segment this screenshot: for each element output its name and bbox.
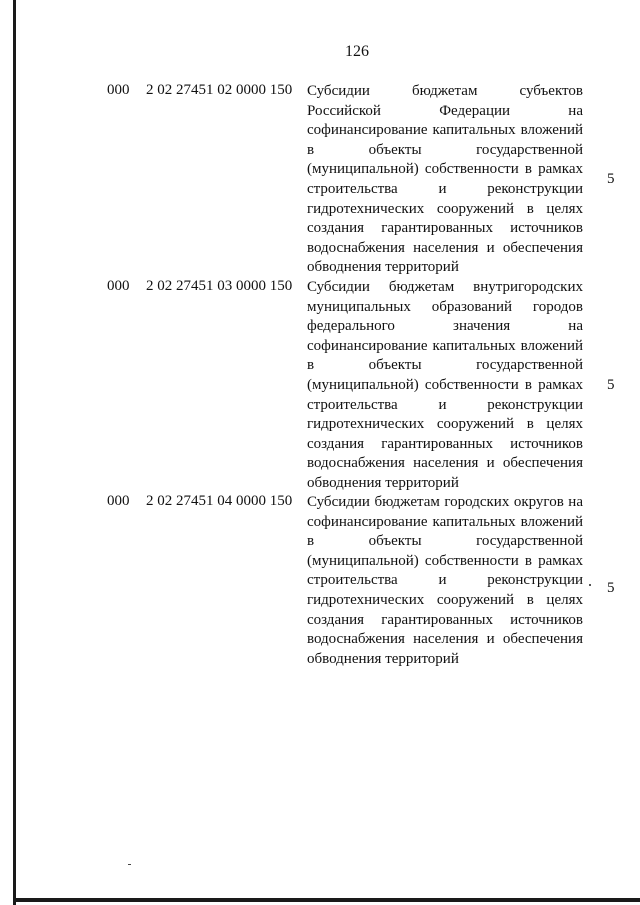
admin-code: 000: [107, 82, 130, 98]
admin-code: 000: [107, 493, 130, 509]
admin-code: 000: [107, 278, 130, 294]
description-line: софинансирование капитальных вложений: [307, 337, 583, 354]
description-line: строительства и реконструкции: [307, 180, 583, 197]
description-line: Российской Федерации на: [307, 102, 583, 119]
description-line: Субсидии бюджетам внутригородских: [307, 279, 583, 295]
description-line: гидротехнических сооружений в целях: [307, 416, 583, 433]
budget-classification-code: 2 02 27451 02 0000 150: [146, 82, 293, 98]
entry-amount: 5: [607, 580, 615, 596]
budget-classification-code: 2 02 27451 04 0000 150: [146, 493, 293, 509]
scan-speck: [128, 864, 131, 865]
description-line: водоснабжения населения и обеспечения: [307, 239, 583, 256]
description-line: водоснабжения населения и обеспечения: [307, 631, 583, 648]
description-line: гидротехнических сооружений в целях: [307, 200, 583, 217]
description-line: (муниципальной) собственности в рамках: [307, 376, 583, 393]
entry-amount: 5: [607, 377, 615, 393]
entry-amount: 5: [607, 171, 615, 187]
description-line: водоснабжения населения и обеспечения: [307, 455, 583, 472]
description-line: Субсидии бюджетам городских округов на: [307, 494, 583, 510]
page-number: 126: [345, 43, 369, 60]
description-line: обводнения территорий: [307, 259, 459, 276]
description-line: софинансирование капитальных вложений: [307, 513, 583, 530]
description-line: софинансирование капитальных вложений: [307, 122, 583, 139]
description-line: в объекты государственной: [307, 533, 583, 550]
scan-speck: [589, 584, 591, 586]
description-line: (муниципальной) собственности в рамках: [307, 161, 583, 178]
description-line: строительства и реконструкции: [307, 396, 583, 413]
description-line: федерального значения на: [307, 318, 583, 335]
entry-description: [307, 82, 583, 278]
description-line: строительства и реконструкции: [307, 572, 583, 589]
description-line: создания гарантированных источников: [307, 611, 583, 628]
page-bottom-border: [16, 898, 640, 902]
entry-description: [307, 493, 583, 669]
description-line: муниципальных образований городов: [307, 298, 583, 315]
entry-description: [307, 278, 583, 494]
description-line: обводнения территорий: [307, 474, 459, 491]
description-line: в объекты государственной: [307, 357, 583, 374]
budget-classification-code: 2 02 27451 03 0000 150: [146, 278, 293, 294]
description-line: гидротехнических сооружений в целях: [307, 591, 583, 608]
description-line: создания гарантированных источников: [307, 435, 583, 452]
page-left-border: [13, 0, 16, 905]
description-line: Субсидии бюджетам субъектов: [307, 83, 583, 99]
description-line: создания гарантированных источников: [307, 220, 583, 237]
description-line: (муниципальной) собственности в рамках: [307, 552, 583, 569]
description-line: в объекты государственной: [307, 141, 583, 158]
description-line: обводнения территорий: [307, 650, 459, 667]
